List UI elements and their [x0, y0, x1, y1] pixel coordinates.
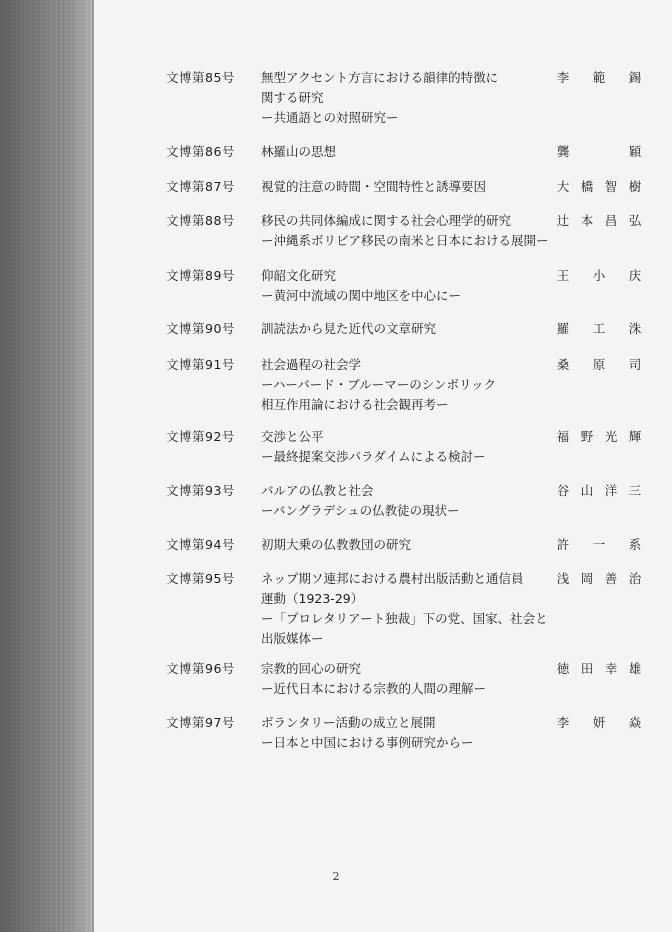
dissertation-number: 文博第97号 — [166, 715, 235, 730]
subtitle-line: ー沖縄系ボリビア移民の南米と日本における展開ー — [261, 233, 549, 248]
dissertation-title — [261, 355, 551, 415]
author-char: 善 — [604, 571, 618, 586]
title-line: 運動（1923-29） — [261, 591, 364, 606]
dissertation-title — [261, 659, 551, 699]
title-line: 仰韶文化研究 — [261, 268, 337, 283]
dissertation-number: 文博第90号 — [166, 321, 235, 336]
author-char: 田 — [580, 661, 594, 676]
author-char: 桑 — [556, 357, 570, 372]
author-char: 系 — [628, 537, 642, 552]
subtitle-line: 相互作用論における社会観再考ー — [261, 397, 449, 412]
subtitle-line: ー最終提案交渉パラダイムによる検討ー — [261, 449, 486, 464]
author-char: 橋 — [580, 179, 594, 194]
dissertation-title — [261, 68, 551, 128]
author-char: 徳 — [556, 661, 570, 676]
author-char: 本 — [580, 213, 594, 228]
title-line: 関する研究 — [261, 90, 324, 105]
title-line: 林羅山の思想 — [261, 144, 337, 159]
author-char: 範 — [592, 70, 606, 85]
author-name — [556, 142, 642, 162]
author-char: 穎 — [628, 144, 642, 159]
author-char: 光 — [604, 429, 618, 444]
author-char: 福 — [556, 429, 570, 444]
author-char: 洋 — [604, 483, 618, 498]
dissertation-number: 文博第89号 — [166, 268, 235, 283]
author-char: 許 — [556, 537, 570, 552]
author-char: 妍 — [592, 715, 606, 730]
title-line: 宗教的回心の研究 — [261, 661, 362, 676]
dissertation-title — [261, 427, 551, 467]
title-line: ネップ期ソ連邦における農村出版活動と通信員 — [261, 571, 524, 586]
dissertation-title — [261, 177, 551, 197]
author-char: 工 — [592, 321, 606, 336]
dissertation-number: 文博第96号 — [166, 661, 235, 676]
author-char: 錫 — [628, 70, 642, 85]
title-line: ボランタリー活動の成立と展開 — [261, 715, 436, 730]
author-name — [556, 266, 642, 286]
title-line: 無型アクセント方言における韻律的特徴に — [261, 70, 499, 85]
title-line: 視覚的注意の時間・空間特性と誘導要因 — [261, 179, 487, 194]
dissertation-number: 文博第88号 — [166, 213, 235, 228]
author-char: 幸 — [604, 661, 618, 676]
dissertation-title — [261, 319, 551, 339]
author-char: 原 — [592, 357, 606, 372]
author-char: 李 — [556, 70, 570, 85]
subtitle-line: ー「プロレタリアート独裁」下の党、国家、社会と — [261, 611, 548, 626]
author-char: 山 — [580, 483, 594, 498]
author-char: 昌 — [604, 213, 618, 228]
subtitle-line: ー黄河中流域の関中地区を中心にー — [261, 288, 462, 303]
title-line: 移民の共同体編成に関する社会心理学的研究 — [261, 213, 512, 228]
subtitle-line: ーバングラデシュの仏教徒の現状ー — [261, 503, 460, 518]
author-char: 谷 — [556, 483, 570, 498]
author-name — [556, 569, 642, 589]
author-char: 小 — [592, 268, 606, 283]
author-char: 三 — [628, 483, 642, 498]
author-char: 智 — [604, 179, 618, 194]
author-char: 浅 — [556, 571, 570, 586]
author-char: 雄 — [628, 661, 642, 676]
author-name — [556, 355, 642, 375]
author-char: 庆 — [628, 268, 642, 283]
author-name — [556, 481, 642, 501]
author-char: 一 — [592, 537, 606, 552]
author-char: 弘 — [628, 213, 642, 228]
title-line: 訓読法から見た近代の文章研究 — [261, 321, 437, 336]
author-name — [556, 177, 642, 197]
subtitle-line: ー共通語との対照研究ー — [261, 110, 399, 125]
dissertation-number: 文博第93号 — [166, 483, 235, 498]
author-char: 司 — [628, 357, 642, 372]
author-char: 羅 — [556, 321, 570, 336]
author-char: 治 — [628, 571, 642, 586]
author-char: 岡 — [580, 571, 594, 586]
dissertation-title — [261, 713, 551, 753]
title-line: 社会過程の社会学 — [261, 357, 362, 372]
author-char: 輝 — [628, 429, 642, 444]
dissertation-title — [261, 481, 551, 521]
title-line: バルアの仏教と社会 — [261, 483, 374, 498]
dissertation-number: 文博第92号 — [166, 429, 235, 444]
author-char: 王 — [556, 268, 570, 283]
author-char: 焱 — [628, 715, 642, 730]
author-name — [556, 68, 642, 88]
title-line: 初期大乗の仏教教団の研究 — [261, 537, 412, 552]
dissertation-number: 文博第86号 — [166, 144, 235, 159]
author-name — [556, 659, 642, 679]
author-char: 龔 — [556, 144, 570, 159]
author-char: 野 — [580, 429, 594, 444]
dissertation-title — [261, 266, 551, 306]
dissertation-title — [261, 142, 551, 162]
author-name — [556, 319, 642, 339]
subtitle-line: ーハーバード・ブルーマーのシンボリック — [261, 377, 496, 392]
subtitle-line: ー日本と中国における事例研究からー — [261, 735, 474, 750]
subtitle-line: ー近代日本における宗教的人間の理解ー — [261, 681, 487, 696]
author-char: 辻 — [556, 213, 570, 228]
dissertation-title — [261, 569, 551, 649]
dissertation-number: 文博第95号 — [166, 571, 235, 586]
author-char: 李 — [556, 715, 570, 730]
dissertation-title — [261, 211, 551, 251]
dissertation-number: 文博第87号 — [166, 179, 235, 194]
title-line: 交渉と公平 — [261, 429, 324, 444]
author-name — [556, 427, 642, 447]
subtitle-line: 出版媒体ー — [261, 631, 324, 646]
author-name — [556, 211, 642, 231]
author-name — [556, 713, 642, 733]
dissertation-title — [261, 535, 551, 555]
author-char: 洙 — [628, 321, 642, 336]
page-number: 2 — [332, 870, 340, 883]
author-char: 樹 — [628, 179, 642, 194]
dissertation-number: 文博第91号 — [166, 357, 235, 372]
author-char: 大 — [556, 179, 570, 194]
dissertation-number: 文博第85号 — [166, 70, 235, 85]
dissertation-number: 文博第94号 — [166, 537, 235, 552]
author-name — [556, 535, 642, 555]
